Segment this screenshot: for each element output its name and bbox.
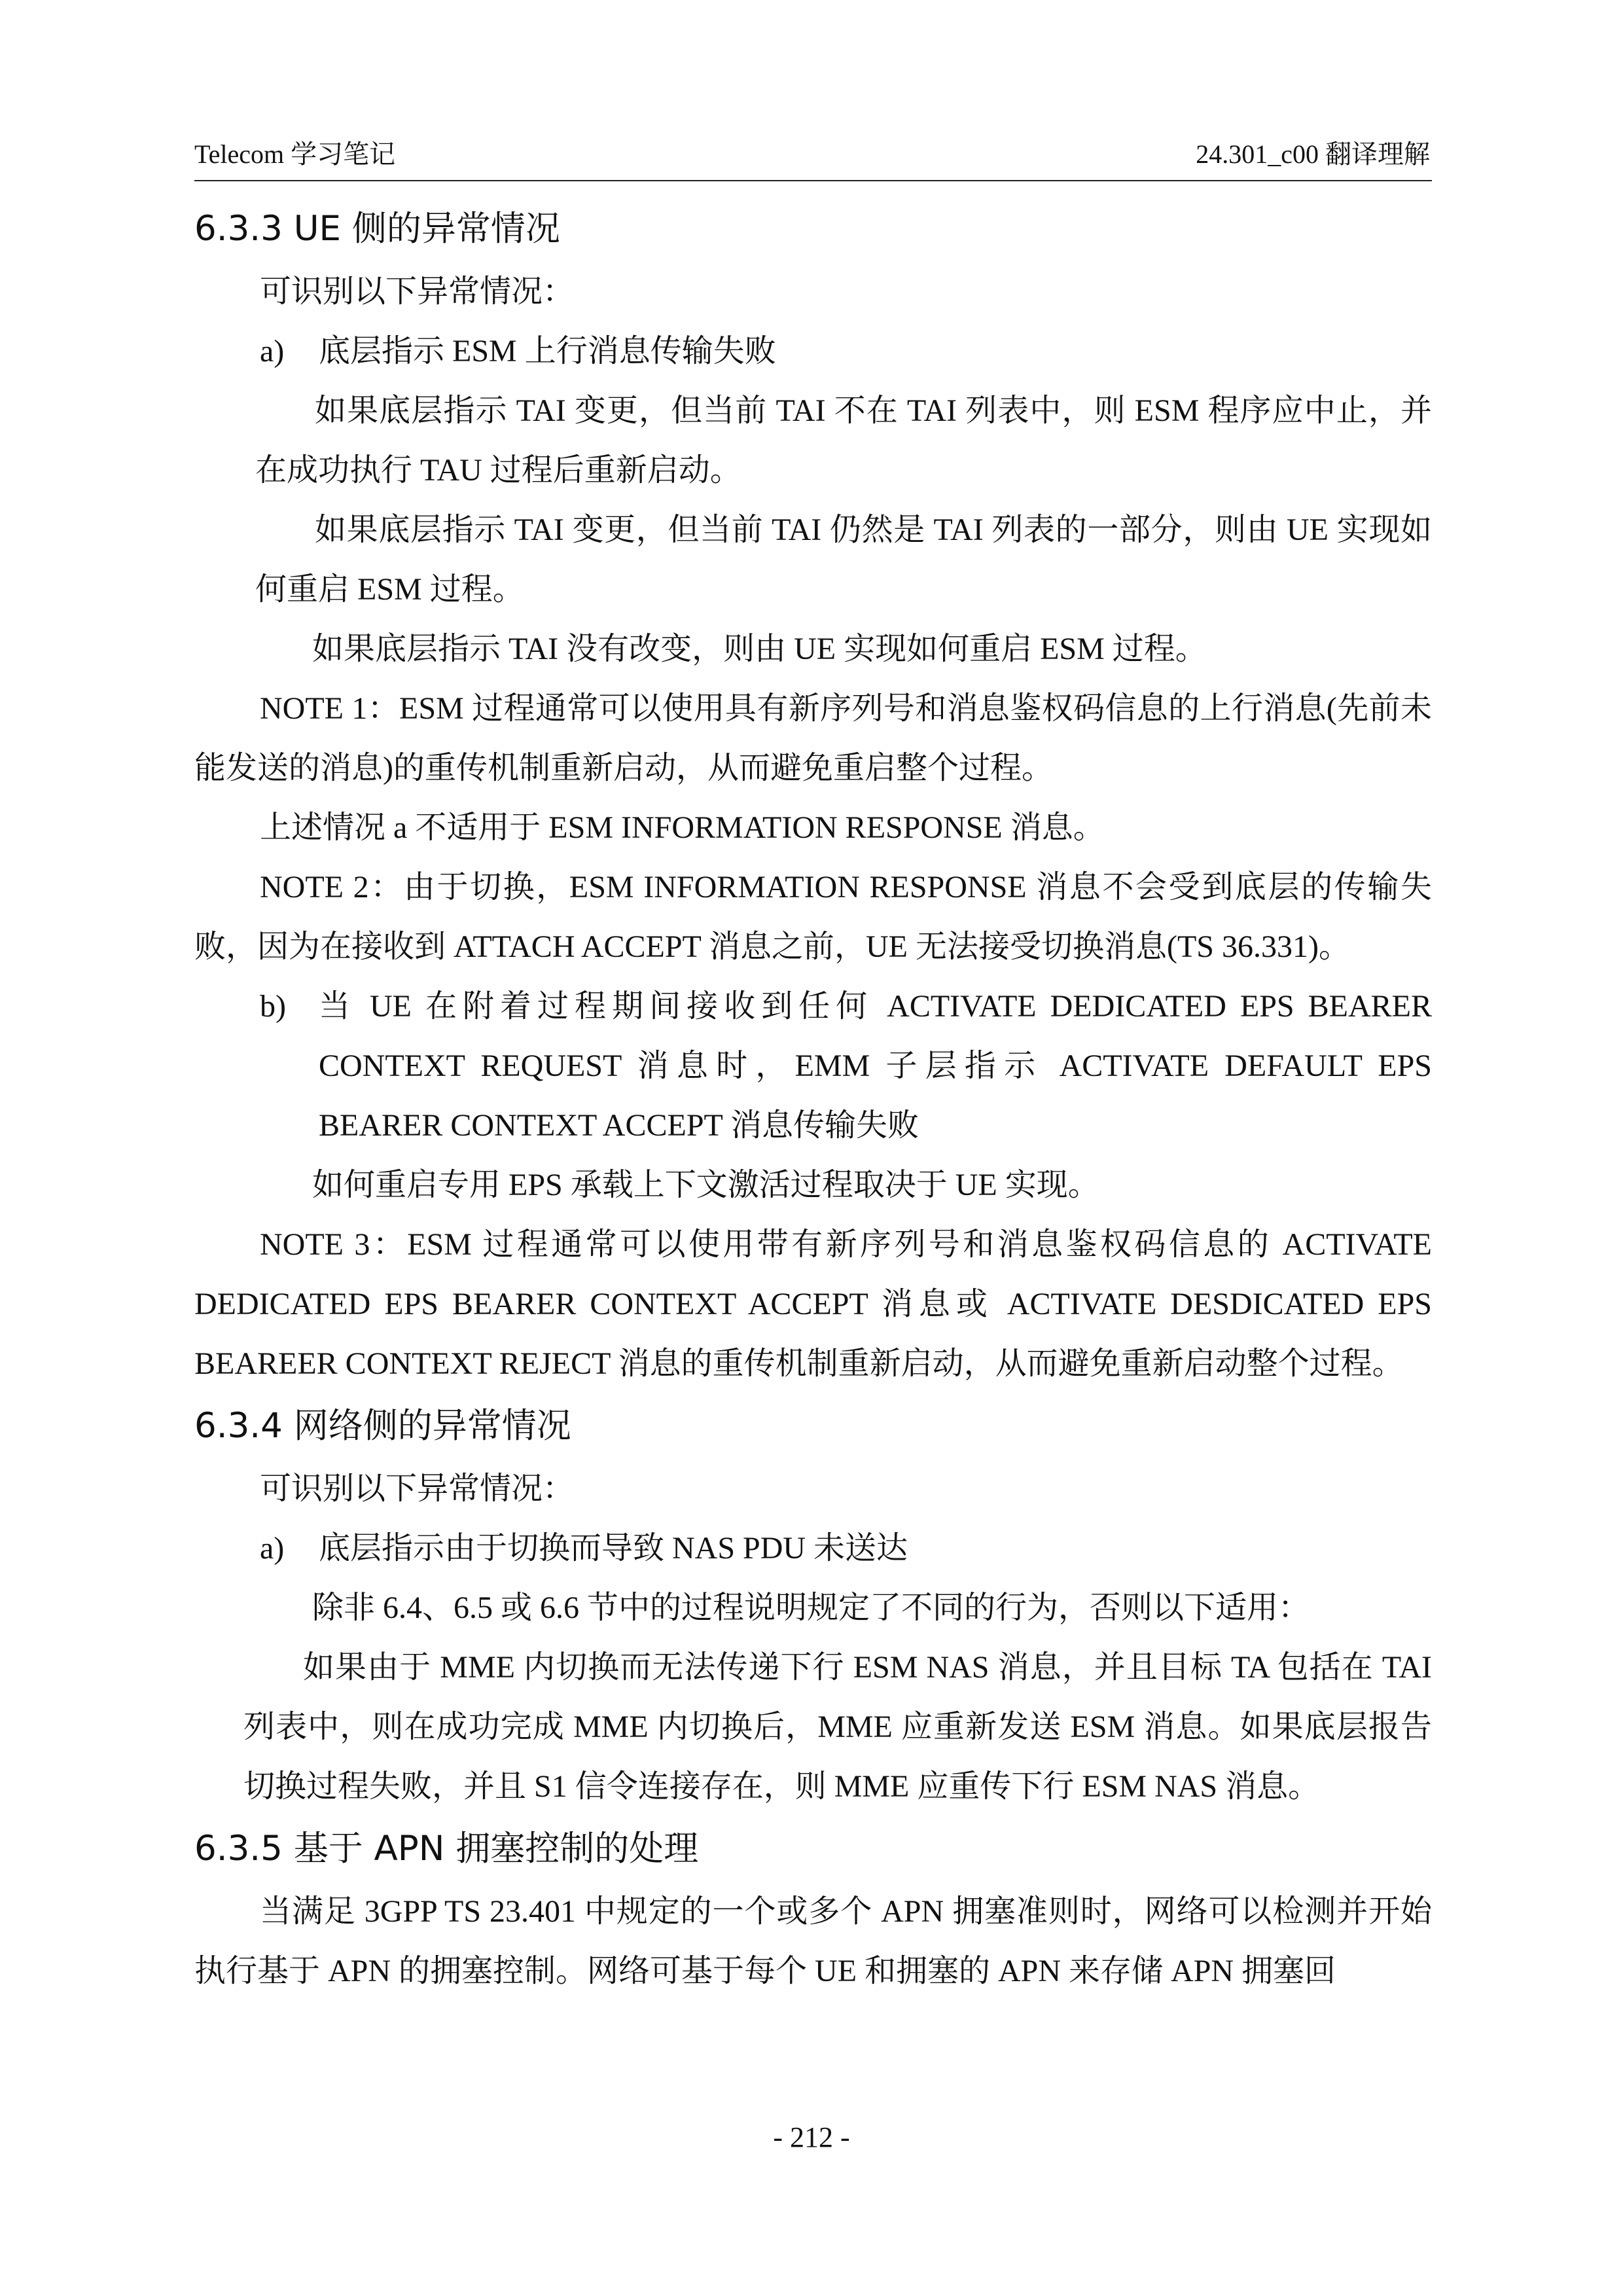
list-item-a bbox=[194, 321, 1432, 381]
note-3: NOTE 3：ESM 过程通常可以使用带有新序列号和消息鉴权码信息的 ACTIVATE DEDICATED EPS BEARER CONTEXT ACCEPT 消息或 ACTIVATE DESDICATED EPS BEAREER CONTEXT REJECT 消息的重传机制重新启动，从而避免重新启动整个过程。 bbox=[194, 1227, 1432, 1381]
page-number: - 212 - bbox=[773, 2121, 850, 2153]
list-item-a bbox=[194, 1518, 1432, 1578]
list-item-text: 底层指示 ESM 上行消息传输失败 bbox=[319, 334, 776, 368]
paragraph: 如果底层指示 TAI 变更，但当前 TAI 仍然是 TAI 列表的一部分，则由 UE 实现如何重启 ESM 过程。 bbox=[255, 512, 1432, 607]
paragraph: 如果底层指示 TAI 没有改变，则由 UE 实现如何重启 ESM 过程。 bbox=[312, 632, 1207, 666]
section-6-3-3-intro: 可识别以下异常情况： bbox=[260, 274, 575, 309]
list-item-b bbox=[194, 977, 1432, 1155]
section-6-3-3-title: 6.3.3 UE 侧的异常情况 bbox=[194, 209, 560, 249]
paragraph: 除非 6.4、6.5 或 6.6 节中的过程说明规定了不同的行为，否则以下适用： bbox=[312, 1590, 1310, 1625]
paragraph: 上述情况 a 不适用于 ESM INFORMATION RESPONSE 消息。 bbox=[260, 810, 1105, 845]
paragraph: 如果由于 MME 内切换而无法传递下行 ESM NAS 消息，并且目标 TA 包括在 TAI 列表中，则在成功完成 MME 内切换后，MME 应重新发送 ESM 消息。如果底层报告切换过程失败，并且 S1 信令连接存在，则 MME 应重传下行 ESM NAS 消息。 bbox=[243, 1650, 1432, 1804]
note-1: NOTE 1：ESM 过程通常可以使用具有新序列号和消息鉴权码信息的上行消息(先前未能发送的消息)的重传机制重新启动，从而避免重启整个过程。 bbox=[194, 691, 1432, 785]
header-right: 24.301_c00 翻译理解 bbox=[1196, 139, 1430, 169]
section-6-3-5-title: 6.3.5 基于 APN 拥塞控制的处理 bbox=[194, 1829, 699, 1869]
list-item-label: a) bbox=[260, 334, 285, 368]
paragraph: 当满足 3GPP TS 23.401 中规定的一个或多个 APN 拥塞准则时，网络可以检测并开始执行基于 APN 的拥塞控制。网络可基于每个 UE 和拥塞的 APN 来存储 APN 拥塞回 bbox=[194, 1894, 1432, 1988]
page-content bbox=[194, 196, 1432, 2001]
paragraph: 如果底层指示 TAI 变更，但当前 TAI 不在 TAI 列表中，则 ESM 程序应中止，并在成功执行 TAU 过程后重新启动。 bbox=[255, 393, 1432, 488]
list-item-label: a) bbox=[260, 1531, 285, 1566]
list-item-text: 底层指示由于切换而导致 NAS PDU 未送达 bbox=[319, 1531, 908, 1566]
note-2: NOTE 2：由于切换，ESM INFORMATION RESPONSE 消息不会受到底层的传输失败，因为在接收到 ATTACH ACCEPT 消息之前，UE 无法接受切换消息(TS 36.331)。 bbox=[194, 870, 1432, 964]
header-left: Telecom 学习笔记 bbox=[194, 139, 396, 169]
list-item-label: b) bbox=[260, 989, 286, 1024]
header-divider bbox=[194, 180, 1432, 181]
paragraph: 如何重启专用 EPS 承载上下文激活过程取决于 UE 实现。 bbox=[312, 1168, 1099, 1202]
section-6-3-4-intro: 可识别以下异常情况： bbox=[260, 1471, 575, 1506]
section-6-3-4-title: 6.3.4 网络侧的异常情况 bbox=[194, 1406, 571, 1446]
list-item-text: 当 UE 在附着过程期间接收到任何 ACTIVATE DEDICATED EPS BEARER CONTEXT REQUEST 消息时，EMM 子层指示 ACTIVATE DEFAULT EPS BEARER CONTEXT ACCEPT 消息传输失败 bbox=[319, 989, 1432, 1143]
